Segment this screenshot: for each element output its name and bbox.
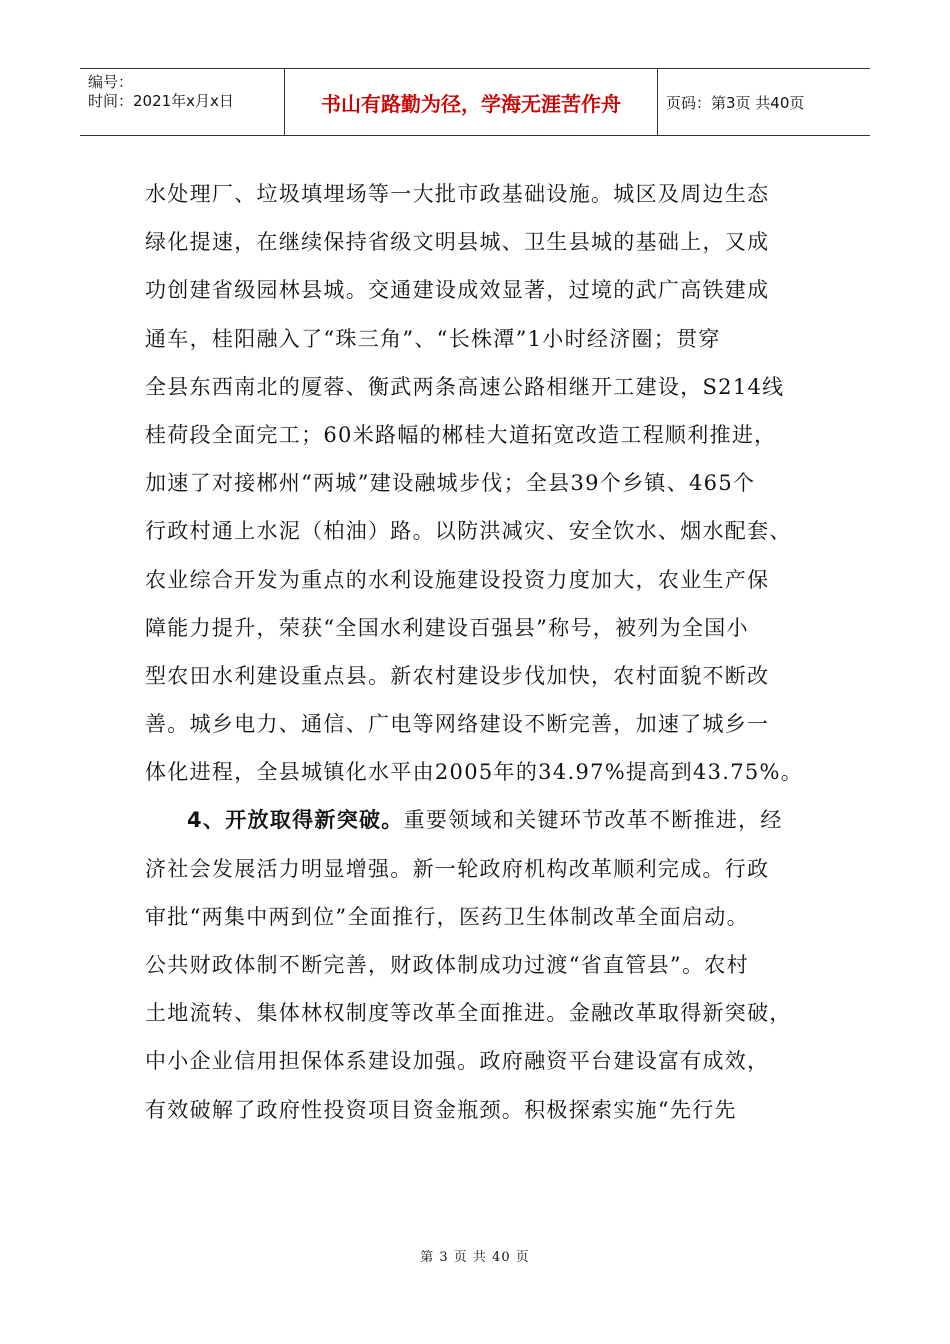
- body-line: 济社会发展活力明显增强。新一轮政府机构改革顺利完成。行政: [145, 856, 770, 881]
- header-motto: 书山有路勤为径，学海无涯苦作舟: [284, 69, 658, 135]
- page-header: [80, 68, 870, 136]
- header-meta: [80, 69, 284, 135]
- document-body: [145, 170, 810, 1134]
- section-heading: 4、开放取得新突破。: [187, 808, 404, 833]
- section-first-line: [145, 796, 810, 844]
- body-line: 中小企业信用担保体系建设加强。政府融资平台建设富有成效，: [145, 1049, 770, 1074]
- body-line: 农业综合开发为重点的水利设施建设投资力度加大，农业生产保: [145, 567, 770, 592]
- body-line: 有效破解了政府性投资项目资金瓶颈。积极探索实施“先行先: [145, 1097, 737, 1122]
- body-line: 绿化提速，在继续保持省级文明县城、卫生县城的基础上，又成: [145, 230, 770, 255]
- document-number-label: 编号：: [88, 73, 134, 91]
- body-line: 土地流转、集体林权制度等改革全面推进。金融改革取得新突破，: [145, 1001, 792, 1026]
- body-line: 型农田水利建设重点县。新农村建设步伐加快，农村面貌不断改: [145, 663, 770, 688]
- body-line: 功创建省级园林县城。交通建设成效显著，过境的武广高铁建成: [145, 278, 770, 303]
- body-line: 障能力提升，荣获“全国水利建设百强县”称号，被列为全国小: [145, 615, 749, 640]
- body-line: 全县东西南北的厦蓉、衡武两条高速公路相继开工建设，S214线: [145, 374, 785, 399]
- page-footer: 第 3 页 共 40 页: [420, 1250, 530, 1265]
- body-line: 通车，桂阳融入了“珠三角”、“长株潭”1小时经济圈；贯穿: [145, 326, 721, 351]
- body-line: 善。城乡电力、通信、广电等网络建设不断完善，加速了城乡一: [145, 712, 770, 737]
- body-line: 桂荷段全面完工；60米路幅的郴桂大道拓宽改造工程顺利推进，: [145, 422, 777, 447]
- body-line: 公共财政体制不断完善，财政体制成功过渡“省直管县”。农村: [145, 953, 749, 977]
- body-line: 水处理厂、垃圾填埋场等一大批市政基础设施。城区及周边生态: [145, 182, 770, 206]
- section-first-line-text: 重要领域和关键环节改革不断推进，经: [403, 808, 783, 833]
- document-date-label: 时间：2021年x月x日: [88, 92, 234, 110]
- body-line: 审批“两集中两到位”全面推行，医药卫生体制改革全面启动。: [145, 904, 749, 929]
- body-line: 行政村通上水泥（柏油）路。以防洪减灾、安全饮水、烟水配套、: [145, 519, 792, 544]
- body-line: 加速了对接郴州“两城”建设融城步伐；全县39个乡镇、465个: [145, 471, 756, 496]
- header-page-info: 页码：第3页 共40页: [666, 93, 805, 112]
- body-line: 体化进程，全县城镇化水平由2005年的34.97%提高到43.75%。: [145, 760, 804, 785]
